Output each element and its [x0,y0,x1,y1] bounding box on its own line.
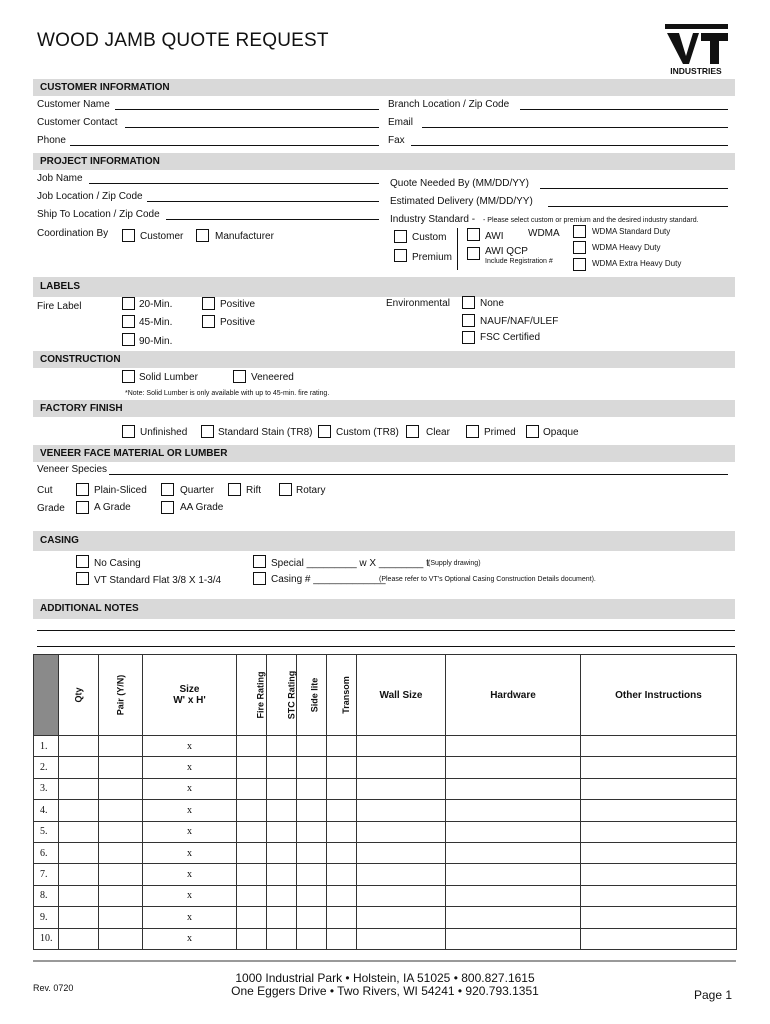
table-cell[interactable] [59,821,99,842]
grade-label: Grade [37,503,65,514]
table-cell[interactable] [581,864,737,885]
row-number: 3. [34,778,59,799]
table-cell[interactable] [357,842,446,863]
page-title: WOOD JAMB QUOTE REQUEST [37,30,329,51]
hardware-header: Hardware [446,655,581,736]
cut-label: Cut [37,485,53,496]
fire-90min-label: 90-Min. [139,336,173,347]
veneer-species-field[interactable] [109,474,728,475]
table-cell[interactable] [357,885,446,906]
table-cell[interactable] [267,757,297,778]
construction-header: CONSTRUCTION [33,351,735,368]
customer-contact-label: Customer Contact [37,117,118,128]
table-cell[interactable] [357,864,446,885]
table-cell[interactable] [59,842,99,863]
table-cell[interactable] [297,821,327,842]
customer-contact-field[interactable] [125,127,379,128]
positive-45-label: Positive [220,317,256,328]
email-label: Email [388,117,414,128]
vt-standard-label: VT Standard Flat 3/8 X 1-3/4 [94,575,222,586]
table-row [34,928,737,949]
wdma-label: WDMA [528,228,560,239]
clear-label: Clear [426,427,450,438]
rotary-checkbox[interactable] [279,483,292,496]
wdma-standard-checkbox[interactable] [573,225,586,238]
no-casing-checkbox[interactable] [76,555,89,568]
vt-industries-logo [665,24,728,76]
table-cell[interactable] [581,757,737,778]
table-cell[interactable] [581,821,737,842]
construction-note: *Note: Solid Lumber is only available with up to 45-min. fire rating. [125,390,330,397]
table-cell[interactable] [581,928,737,949]
rift-checkbox[interactable] [228,483,241,496]
standard-stain-checkbox[interactable] [201,425,214,438]
positive-20-checkbox[interactable] [202,297,215,310]
primed-checkbox[interactable] [466,425,479,438]
table-cell[interactable] [581,885,737,906]
table-cell[interactable] [581,800,737,821]
customer-info-header: CUSTOMER INFORMATION [33,79,735,96]
table-cell[interactable] [297,842,327,863]
positive-20-label: Positive [220,299,256,310]
table-cell[interactable] [59,907,99,928]
qty-header [59,655,99,736]
project-info-header: PROJECT INFORMATION [33,153,735,170]
table-cell[interactable] [237,821,267,842]
quarter-label: Quarter [180,485,214,496]
row-number: 4. [34,800,59,821]
order-table [33,654,737,950]
table-cell[interactable] [237,885,267,906]
a-grade-label: A Grade [94,502,131,513]
table-cell[interactable] [327,821,357,842]
standard-stain-label: Standard Stain (TR8) [218,427,313,438]
table-cell[interactable] [357,928,446,949]
awi-checkbox[interactable] [467,228,480,241]
phone-label: Phone [37,135,66,146]
table-cell[interactable] [446,907,581,928]
size-cell[interactable]: x [143,736,237,757]
table-cell[interactable] [99,885,143,906]
awi-label: AWI [485,231,504,242]
table-cell[interactable] [327,842,357,863]
fire-90min-checkbox[interactable] [122,333,135,346]
plain-sliced-label: Plain-Sliced [94,485,147,496]
wdma-heavy-checkbox[interactable] [573,241,586,254]
row-number: 7. [34,864,59,885]
table-cell[interactable] [446,842,581,863]
table-cell[interactable] [446,864,581,885]
side-lite-header [297,655,327,736]
env-fsc-label: FSC Certified [480,332,541,343]
table-cell[interactable] [59,928,99,949]
size-cell[interactable]: x [143,800,237,821]
table-cell[interactable] [99,928,143,949]
veneer-species-label: Veneer Species [37,464,108,475]
custom-checkbox[interactable] [394,230,407,243]
transom-header [327,655,357,736]
estimated-delivery-label: Estimated Delivery (MM/DD/YY) [390,196,533,207]
job-location-label: Job Location / Zip Code [37,191,143,202]
table-cell[interactable] [357,778,446,799]
logo-subtext: INDUSTRIES [670,66,722,76]
clear-checkbox[interactable] [406,425,419,438]
table-cell[interactable] [237,757,267,778]
table-cell[interactable] [267,907,297,928]
size-cell[interactable]: x [143,907,237,928]
row-number: 1. [34,736,59,757]
table-cell[interactable] [59,778,99,799]
table-cell[interactable] [327,757,357,778]
coordination-customer-checkbox[interactable] [122,229,135,242]
estimated-delivery-field[interactable] [548,206,728,207]
row-number-header [34,655,59,736]
table-cell[interactable] [237,928,267,949]
table-cell[interactable] [59,885,99,906]
special-casing-checkbox[interactable] [253,555,266,568]
premium-label: Premium [412,252,453,263]
fire-rating-header-text: Fire Rating [255,670,266,719]
customer-name-field[interactable] [115,109,379,110]
table-row [34,778,737,799]
table-cell[interactable] [267,864,297,885]
coordination-customer-label: Customer [140,231,184,242]
table-cell[interactable] [267,778,297,799]
table-cell[interactable] [446,885,581,906]
table-cell[interactable] [267,885,297,906]
table-cell[interactable] [237,778,267,799]
stc-rating-header-text: STC Rating [286,670,297,719]
env-fsc-checkbox[interactable] [462,331,475,344]
size-cell[interactable]: x [143,821,237,842]
industry-standard-label: Industry Standard - [390,214,476,225]
plain-sliced-checkbox[interactable] [76,483,89,496]
table-cell[interactable] [99,778,143,799]
rotary-label: Rotary [296,485,326,496]
env-nauf-label: NAUF/NAF/ULEF [480,316,559,327]
table-cell[interactable] [297,736,327,757]
opaque-checkbox[interactable] [526,425,539,438]
fire-20min-checkbox[interactable] [122,297,135,310]
quote-needed-field[interactable] [540,188,728,189]
table-cell[interactable] [99,864,143,885]
table-cell[interactable] [327,778,357,799]
table-row [34,842,737,863]
table-cell[interactable] [59,736,99,757]
branch-location-field[interactable] [520,109,728,110]
table-cell[interactable] [327,928,357,949]
fire-20min-label: 20-Min. [139,299,173,310]
footer-divider [33,960,736,962]
wdma-extra-checkbox[interactable] [573,258,586,271]
table-cell[interactable] [99,907,143,928]
industry-standard-note: - Please select custom or premium and the desired industry standard. [483,217,699,224]
veneered-checkbox[interactable] [233,370,246,383]
notes-line-2[interactable] [37,646,735,647]
opaque-label: Opaque [543,427,579,438]
fire-rating-header [237,655,267,736]
wdma-extra-label: WDMA Extra Heavy Duty [592,259,682,268]
casing-number-note: (Please refer to VT's Optional Casing Construction Details document). [379,576,596,583]
stc-rating-header [267,655,297,736]
env-none-label: None [480,298,504,309]
table-cell[interactable] [297,928,327,949]
env-none-checkbox[interactable] [462,296,475,309]
table-cell[interactable] [237,736,267,757]
wdma-heavy-label: WDMA Heavy Duty [592,243,661,252]
solid-lumber-checkbox[interactable] [122,370,135,383]
row-number: 2. [34,757,59,778]
job-location-field[interactable] [147,201,379,202]
casing-header: CASING [33,531,735,551]
footer-address [0,972,770,998]
branch-location-label: Branch Location / Zip Code [388,99,510,110]
fire-45min-checkbox[interactable] [122,315,135,328]
aa-grade-checkbox[interactable] [161,501,174,514]
table-cell[interactable] [327,907,357,928]
row-number: 8. [34,885,59,906]
fax-field[interactable] [411,145,728,146]
table-row [34,757,737,778]
awi-qcp-label: AWI QCP [485,246,528,257]
vt-standard-checkbox[interactable] [76,572,89,585]
veneer-header: VENEER FACE MATERIAL OR LUMBER [33,445,735,462]
table-cell[interactable] [297,907,327,928]
table-cell[interactable] [267,821,297,842]
table-cell[interactable] [267,842,297,863]
custom-label: Custom [412,232,447,243]
table-cell[interactable] [446,800,581,821]
quarter-checkbox[interactable] [161,483,174,496]
table-cell[interactable] [446,928,581,949]
table-cell[interactable] [357,907,446,928]
table-cell[interactable] [327,885,357,906]
coordination-label: Coordination By [37,228,109,239]
transom-header-text: Transom [340,675,351,714]
table-cell[interactable] [581,842,737,863]
order-table-body [34,736,737,950]
aa-grade-label: AA Grade [180,502,224,513]
notes-line-1[interactable] [37,630,735,631]
fire-label-label: Fire Label [37,301,82,312]
table-cell[interactable] [267,800,297,821]
size-header [143,655,237,736]
table-cell[interactable] [99,821,143,842]
no-casing-label: No Casing [94,558,141,569]
table-cell[interactable] [99,842,143,863]
special-casing-label: Special _________ w X ________ t [271,558,429,569]
ship-to-label: Ship To Location / Zip Code [37,209,160,220]
size-header-units: W' x H' [173,695,206,706]
footer-address-line-2: One Eggers Drive • Two Rivers, WI 54241 • 920.793.1351 [231,984,539,998]
email-field[interactable] [422,127,728,128]
pair-header-text: Pair (Y/N) [115,674,126,715]
size-cell[interactable]: x [143,842,237,863]
casing-number-checkbox[interactable] [253,572,266,585]
job-name-label: Job Name [37,173,83,184]
custom-tr8-label: Custom (TR8) [336,427,399,438]
table-cell[interactable] [327,864,357,885]
table-cell[interactable] [237,800,267,821]
unfinished-label: Unfinished [140,427,188,438]
side-lite-header-text: Side lite [309,677,320,712]
table-cell[interactable] [327,800,357,821]
table-cell[interactable] [297,757,327,778]
page-number: Page 1 [694,988,733,1002]
table-row [34,885,737,906]
row-number: 6. [34,842,59,863]
table-cell[interactable] [327,736,357,757]
unfinished-checkbox[interactable] [122,425,135,438]
env-nauf-checkbox[interactable] [462,314,475,327]
quote-needed-label: Quote Needed By (MM/DD/YY) [390,178,529,189]
table-row [34,864,737,885]
table-cell[interactable] [446,778,581,799]
table-cell[interactable] [357,800,446,821]
table-cell[interactable] [357,736,446,757]
size-cell[interactable]: x [143,885,237,906]
table-cell[interactable] [59,757,99,778]
pair-header [99,655,143,736]
wall-size-header: Wall Size [357,655,446,736]
primed-label: Primed [484,427,516,438]
positive-45-checkbox[interactable] [202,315,215,328]
table-cell[interactable] [581,907,737,928]
table-cell[interactable] [581,736,737,757]
row-number: 10. [34,928,59,949]
industry-divider [457,228,458,270]
table-row [34,821,737,842]
table-cell[interactable] [59,864,99,885]
size-cell[interactable]: x [143,864,237,885]
table-cell[interactable] [99,757,143,778]
ship-to-field[interactable] [166,219,379,220]
casing-number-label: Casing # _____________ [271,574,386,585]
table-cell[interactable] [59,800,99,821]
table-cell[interactable] [357,757,446,778]
rift-label: Rift [246,485,261,496]
a-grade-checkbox[interactable] [76,501,89,514]
awi-qcp-checkbox[interactable] [467,247,480,260]
size-cell[interactable]: x [143,757,237,778]
table-row [34,907,737,928]
special-casing-note: (Supply drawing) [428,560,481,567]
veneered-label: Veneered [251,372,294,383]
custom-tr8-checkbox[interactable] [318,425,331,438]
table-cell[interactable] [267,928,297,949]
wdma-standard-label: WDMA Standard Duty [592,227,671,236]
table-cell[interactable] [297,864,327,885]
size-cell[interactable]: x [143,928,237,949]
table-cell[interactable] [99,736,143,757]
solid-lumber-label: Solid Lumber [139,372,198,383]
phone-field[interactable] [70,145,379,146]
table-cell[interactable] [446,736,581,757]
table-cell[interactable] [237,864,267,885]
premium-checkbox[interactable] [394,249,407,262]
table-cell[interactable] [297,885,327,906]
customer-name-label: Customer Name [37,99,110,110]
factory-finish-header: FACTORY FINISH [33,400,735,417]
table-cell[interactable] [237,907,267,928]
table-cell[interactable] [581,778,737,799]
row-number: 5. [34,821,59,842]
table-row [34,736,737,757]
coordination-manufacturer-label: Manufacturer [215,231,274,242]
additional-notes-header: ADDITIONAL NOTES [33,599,735,619]
footer-address-line-1: 1000 Industrial Park • Holstein, IA 51025 • 800.827.1615 [235,971,535,985]
coordination-manufacturer-checkbox[interactable] [196,229,209,242]
other-instructions-header: Other Instructions [581,655,737,736]
environmental-label: Environmental [386,298,450,309]
table-cell[interactable] [237,842,267,863]
table-cell[interactable] [446,757,581,778]
table-cell[interactable] [357,821,446,842]
table-row [34,800,737,821]
row-number: 9. [34,907,59,928]
size-header-text: Size [179,684,200,695]
fax-label: Fax [388,135,405,146]
qty-header-text: Qty [73,686,84,703]
awi-qcp-note: Include Registration # [485,258,553,265]
table-cell[interactable] [99,800,143,821]
fire-45min-label: 45-Min. [139,317,173,328]
revision: Rev. 0720 [33,983,74,993]
table-cell[interactable] [267,736,297,757]
table-cell[interactable] [297,800,327,821]
labels-header: LABELS [33,277,735,297]
job-name-field[interactable] [89,183,379,184]
table-cell[interactable] [446,821,581,842]
table-cell[interactable] [297,778,327,799]
size-cell[interactable]: x [143,778,237,799]
